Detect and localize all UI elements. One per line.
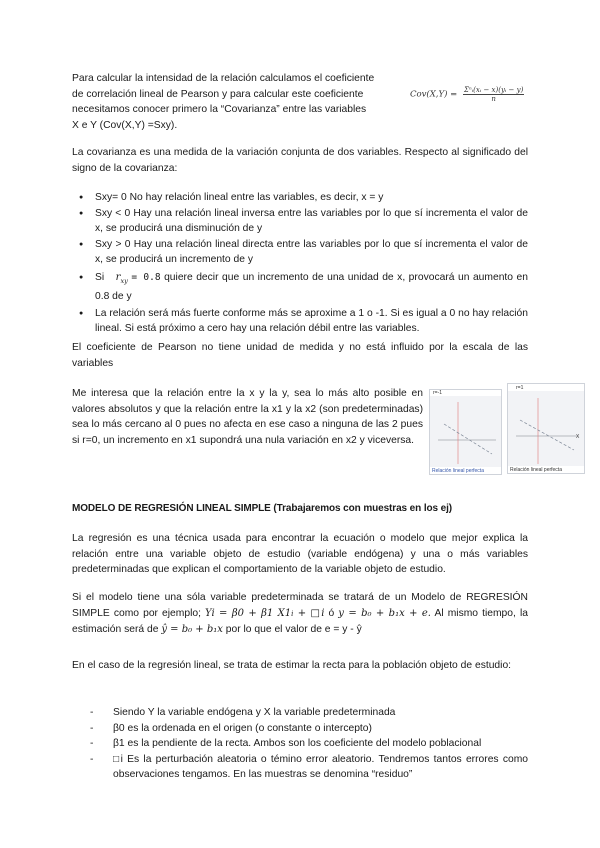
figure-caption-right: Relación lineal perfecta bbox=[510, 467, 562, 473]
intro-line-1: Para calcular la intensidad de la relación calculamos el coeficiente bbox=[72, 73, 375, 84]
estimation-equation: ŷ = b₀ + b₁x bbox=[161, 624, 223, 635]
figure-label-left: r=-1 bbox=[433, 390, 443, 396]
figure-axis-label: X bbox=[576, 434, 580, 440]
intro-line-3: necesitamos conocer primero la “Covarianza” entre las variables bbox=[72, 104, 367, 115]
sample-equation: y = b₀ + b₁x + e. bbox=[338, 608, 431, 619]
dash-marker: - bbox=[90, 707, 94, 718]
regression-paragraph: La regresión es una técnica usada para encontrar la ecuación o modelo que mejor explica la relación entre una variable objeto de estudio (variable endógena) y una o más variables predeterminadas que explican el comportamiento de la variable objeto de estudio. bbox=[72, 533, 528, 575]
bullet-item: ● Si $r_{xy} = 0.8$ quiere decir que un incremento de una unidad de x, provocará un aumento en 0.8 de y bbox=[79, 271, 528, 302]
definition-list bbox=[90, 705, 528, 783]
bullet-marker-icon: ● bbox=[79, 309, 84, 317]
covariance-formula bbox=[410, 86, 524, 103]
intro-line-2: de correlación lineal de Pearson y para calcular este coeficiente bbox=[72, 88, 364, 100]
negative-correlation-graphic bbox=[430, 390, 501, 474]
list-item: - Siendo Y la variable endógena y X la variable predeterminada bbox=[90, 705, 528, 721]
bullet-marker-icon: ● bbox=[79, 240, 84, 248]
bullet-item: ● Sxy > 0 Hay una relación lineal directa entre las variables por lo que sí incrementa el valor de x, se producirá un incremento de y bbox=[79, 238, 528, 265]
r-value: = 0.8 bbox=[131, 271, 161, 283]
figure-caption-left: Relación lineal perfecta bbox=[432, 468, 484, 474]
bullet-marker-icon: ● bbox=[79, 209, 84, 217]
intro-line-4: X e Y (Cov(X,Y) =Sxy). bbox=[72, 119, 178, 131]
scatter-figure-positive bbox=[507, 383, 585, 474]
simple-model-paragraph: Si el modelo tiene una sóla variable predeterminada se tratará de un Modelo de REGRESIÓN SIMPLE como por ejemplo; Yi = β0 + β1 X1i + □i ó y = b₀ + b₁x + e. Al mismo tiempo, la estimación será de ŷ = b₀ + b₁x por lo que el valor de e = y - ŷ bbox=[72, 592, 528, 635]
covariance-intro: La covarianza es una medida de la variación conjunta de dos variables. Respecto al significado del signo de la covarianza: bbox=[72, 147, 528, 174]
figure-label-right: r=1 bbox=[516, 385, 524, 391]
list-item: - β1 es la pendiente de la recta. Ambos son los coeficiente del modelo poblacional bbox=[90, 736, 528, 752]
bullet-item: ● Sxy < 0 Hay una relación lineal inversa entre las variables por lo que sí incrementa el valor de x, se producirá una disminución de y bbox=[79, 207, 528, 234]
dash-marker: - bbox=[90, 722, 94, 734]
formula-numerator: Σⁿᵢ(xᵢ − x)(yᵢ − y) bbox=[463, 86, 524, 94]
bullet-marker-icon: ● bbox=[79, 273, 84, 281]
interest-paragraph: Me interesa que la relación entre la x y la y, sea lo más alto posible en valores absolutos y que la relación entre la x1 y la x2 (son predeterminadas) sea lo más cercano al 0 pues no afecta en ese caso a ninguna de las 2 pues si r=0, un incremento en x1 supondrá una nula variación en x2 y viceversa. bbox=[72, 388, 423, 446]
r-symbol: $r_{xy}$ bbox=[115, 271, 128, 285]
linear-case-paragraph: En el caso de la regresión lineal, se trata de estimar la recta para la población objeto de estudio: bbox=[72, 660, 512, 671]
positive-correlation-graphic bbox=[508, 384, 584, 473]
bullet-item: ● Sxy= 0 No hay relación lineal entre las variables, es decir, x = y bbox=[72, 190, 528, 206]
list-item: - □i Es la perturbación aleatoria o témino error aleatorio. Tendremos tantos errores como observaciones tengamos. En las muestras se denomina “residuo” bbox=[90, 753, 528, 780]
pearson-note: El coeficiente de Pearson no tiene unidad de medida y no está influido por la escala de las variables bbox=[72, 342, 528, 369]
scatter-figure-negative bbox=[429, 389, 502, 475]
dash-marker: - bbox=[90, 738, 94, 749]
formula-lhs: Cov(X,Y) = bbox=[410, 89, 458, 100]
covariance-bullet-list bbox=[72, 190, 528, 337]
formula-denominator: n bbox=[491, 95, 496, 103]
bullet-marker-icon: ● bbox=[79, 194, 84, 201]
section-heading: MODELO DE REGRESIÓN LINEAL SIMPLE (Trabajaremos con muestras en los ej) bbox=[72, 503, 453, 514]
bullet-item: ● La relación será más fuerte conforme más se aproxime a 1 o -1. Si es igual a 0 no hay relación lineal. Si está próximo a cero hay una relación débil entre las variables. bbox=[79, 307, 528, 334]
model-equation: Yi = β0 + β1 X1i + □i bbox=[205, 608, 325, 619]
dash-marker: - bbox=[90, 753, 94, 765]
list-item: - β0 es la ordenada en el origen (o constante o intercepto) bbox=[90, 721, 528, 737]
